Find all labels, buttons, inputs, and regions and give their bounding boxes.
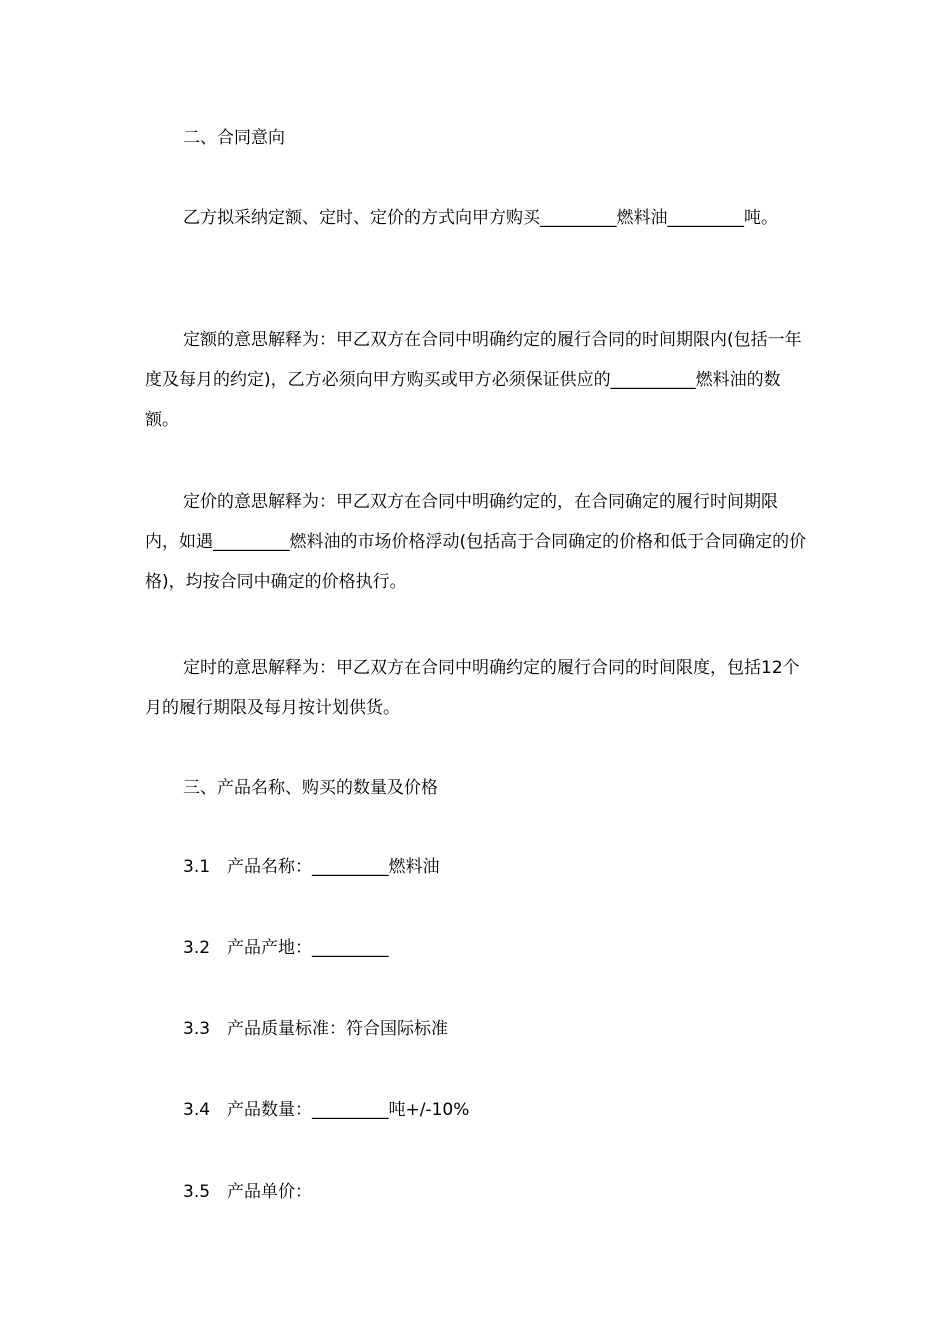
item-text: 产品质量标准：符合国际标准	[227, 1019, 448, 1039]
list-item	[183, 1090, 469, 1130]
item-number: 3.2	[183, 938, 211, 958]
list-item	[183, 847, 440, 887]
item-number: 3.1	[183, 857, 211, 877]
item-number: 3.5	[183, 1182, 211, 1202]
item-number: 3.3	[183, 1019, 211, 1039]
paragraph-purchase-intent: 乙方拟采纳定额、定时、定价的方式向甲方购买_________燃料油_________吨。	[183, 208, 778, 228]
item-text: 产品数量：_________吨+/-10%	[227, 1100, 470, 1120]
list-item	[183, 1172, 312, 1212]
item-number: 3.4	[183, 1100, 211, 1120]
paragraph-quota-definition: 定额的意思解释为：甲乙双方在合同中明确约定的履行合同的时间期限内(包括一年度及每月的约定)，乙方必须向甲方购买或甲方必须保证供应的__________燃料油的数额。	[145, 330, 802, 430]
list-item	[183, 1009, 448, 1049]
section-heading-contract-intent: 二、合同意向	[183, 128, 285, 148]
paragraph-time-definition: 定时的意思解释为：甲乙双方在合同中明确约定的履行合同的时间限度，包括12个月的履行期限及每月按计划供货。	[145, 658, 800, 718]
paragraph-price-definition: 定价的意思解释为：甲乙双方在合同中明确约定的，在合同确定的履行时间期限内，如遇_________燃料油的市场价格浮动(包括高于合同确定的价格和低于合同确定的价格)，均按合同中确定的价格执行。	[145, 492, 807, 592]
item-text: 产品单价：	[227, 1182, 312, 1202]
list-item	[183, 928, 389, 968]
item-text: 产品产地：_________	[227, 938, 389, 958]
item-text: 产品名称：_________燃料油	[227, 857, 440, 877]
section-heading-product-quantity-price: 三、产品名称、购买的数量及价格	[183, 778, 438, 798]
